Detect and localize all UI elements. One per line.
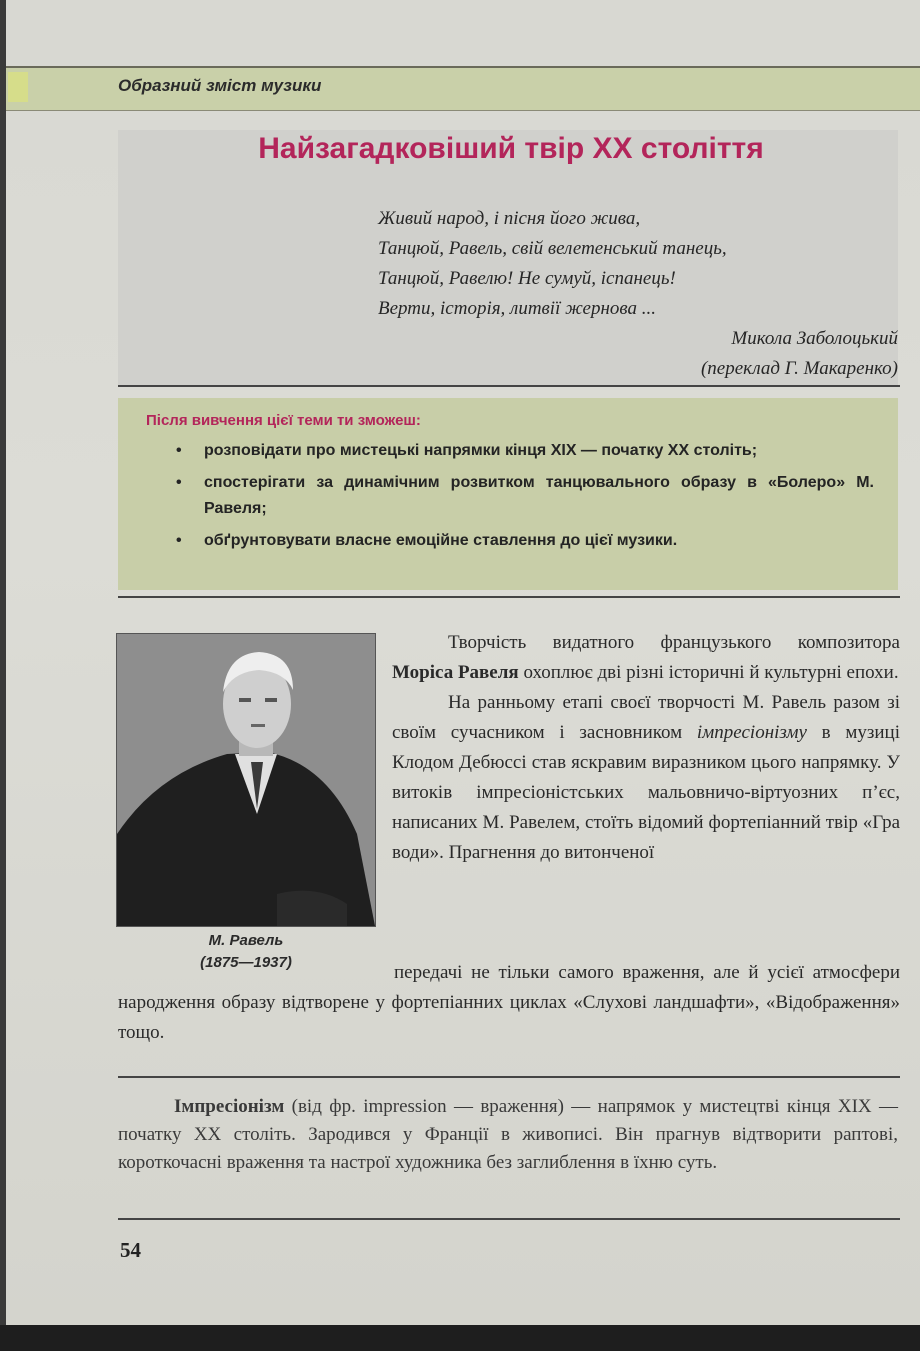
body-text-full [118,958,900,1048]
paragraph-continued: передачі не тільки самого враження, але й усієї атмосфери народження образу відтворене у фортепіанних циклах «Слухові ландшафти», «Відображення» тощо. [118,962,900,1043]
divider [118,596,900,598]
goal-item: • розповідати про мистецькі напрямки кінця XIX — початку XX століть; [174,438,874,464]
epigraph-author: Микола Заболоцький [731,328,898,349]
divider [118,1076,900,1078]
epigraph-translator: (переклад Г. Макаренко) [700,358,898,379]
page-bottom-edge [0,1325,920,1351]
goals-list [174,438,874,560]
epigraph-line: Танцюй, Равель, свій велетенський танець, [378,238,727,259]
term-italic: імпресіонізму [696,722,807,743]
divider [118,1218,900,1220]
text-run: Творчість видатного французького композитора [448,632,900,653]
paragraph [392,628,900,688]
paragraph [392,688,900,868]
portrait-illustration [117,634,375,926]
goal-item: • обґрунтовувати власне емоційне ставлення до цієї музики. [174,528,874,554]
epigraph-line: Верти, історія, литвії жернова ... [378,298,657,319]
epigraph-line: Танцюй, Равелю! Не сумуй, іспанець! [378,268,676,289]
ravel-portrait-photo [116,633,376,927]
epigraph [378,204,898,384]
body-text-column [392,628,900,868]
text-run: охоплює дві різні історичні й культурні епохи. [518,662,899,683]
goals-heading: Після вивчення цієї теми ти зможеш: [146,412,421,429]
definition-term: Імпресіонізм [174,1096,285,1117]
text-run: в музиці Клодом Дебюссі став яскравим виразником цього напрямку. У витоків імпресіоністських мальовничо-віртуозних п’єс, написаних М. Равелем, стоїть відомий фортепіанний твір «Гра води». Прагнення до витонченої [392,722,900,863]
page-number: 54 [120,1238,141,1262]
text-run: На ранньому етапі своєї творчості М. Равель разом зі своїм сучасником і засновником [392,692,900,743]
chapter-title: Найзагадковіший твір XX століття [258,132,764,165]
epigraph-line: Живий народ, і пісня його жива, [378,208,641,229]
composer-name: Моріса Равеля [392,662,519,683]
caption-years: (1875—1937) [200,954,292,971]
textbook-page [6,0,920,1325]
definition-box [118,1093,898,1177]
goal-item: • спостерігати за динамічним розвитком танцювального образу в «Болеро» М. Равеля; [174,470,874,522]
definition-paragraph [118,1093,898,1177]
page-tab-marker [8,72,28,102]
caption-name: М. Равель [208,932,284,949]
section-title: Образний зміст музики [118,76,322,95]
divider [118,385,900,387]
definition-text: (від фр. impression — враження) — напрямок у мистецтві кінця XIX — початку XX століть. Зародився у Франції в живописі. Він прагнув відтворити раптові, короткочасні враження та настрої художника без заглиблення в їхню суть. [118,1096,898,1173]
